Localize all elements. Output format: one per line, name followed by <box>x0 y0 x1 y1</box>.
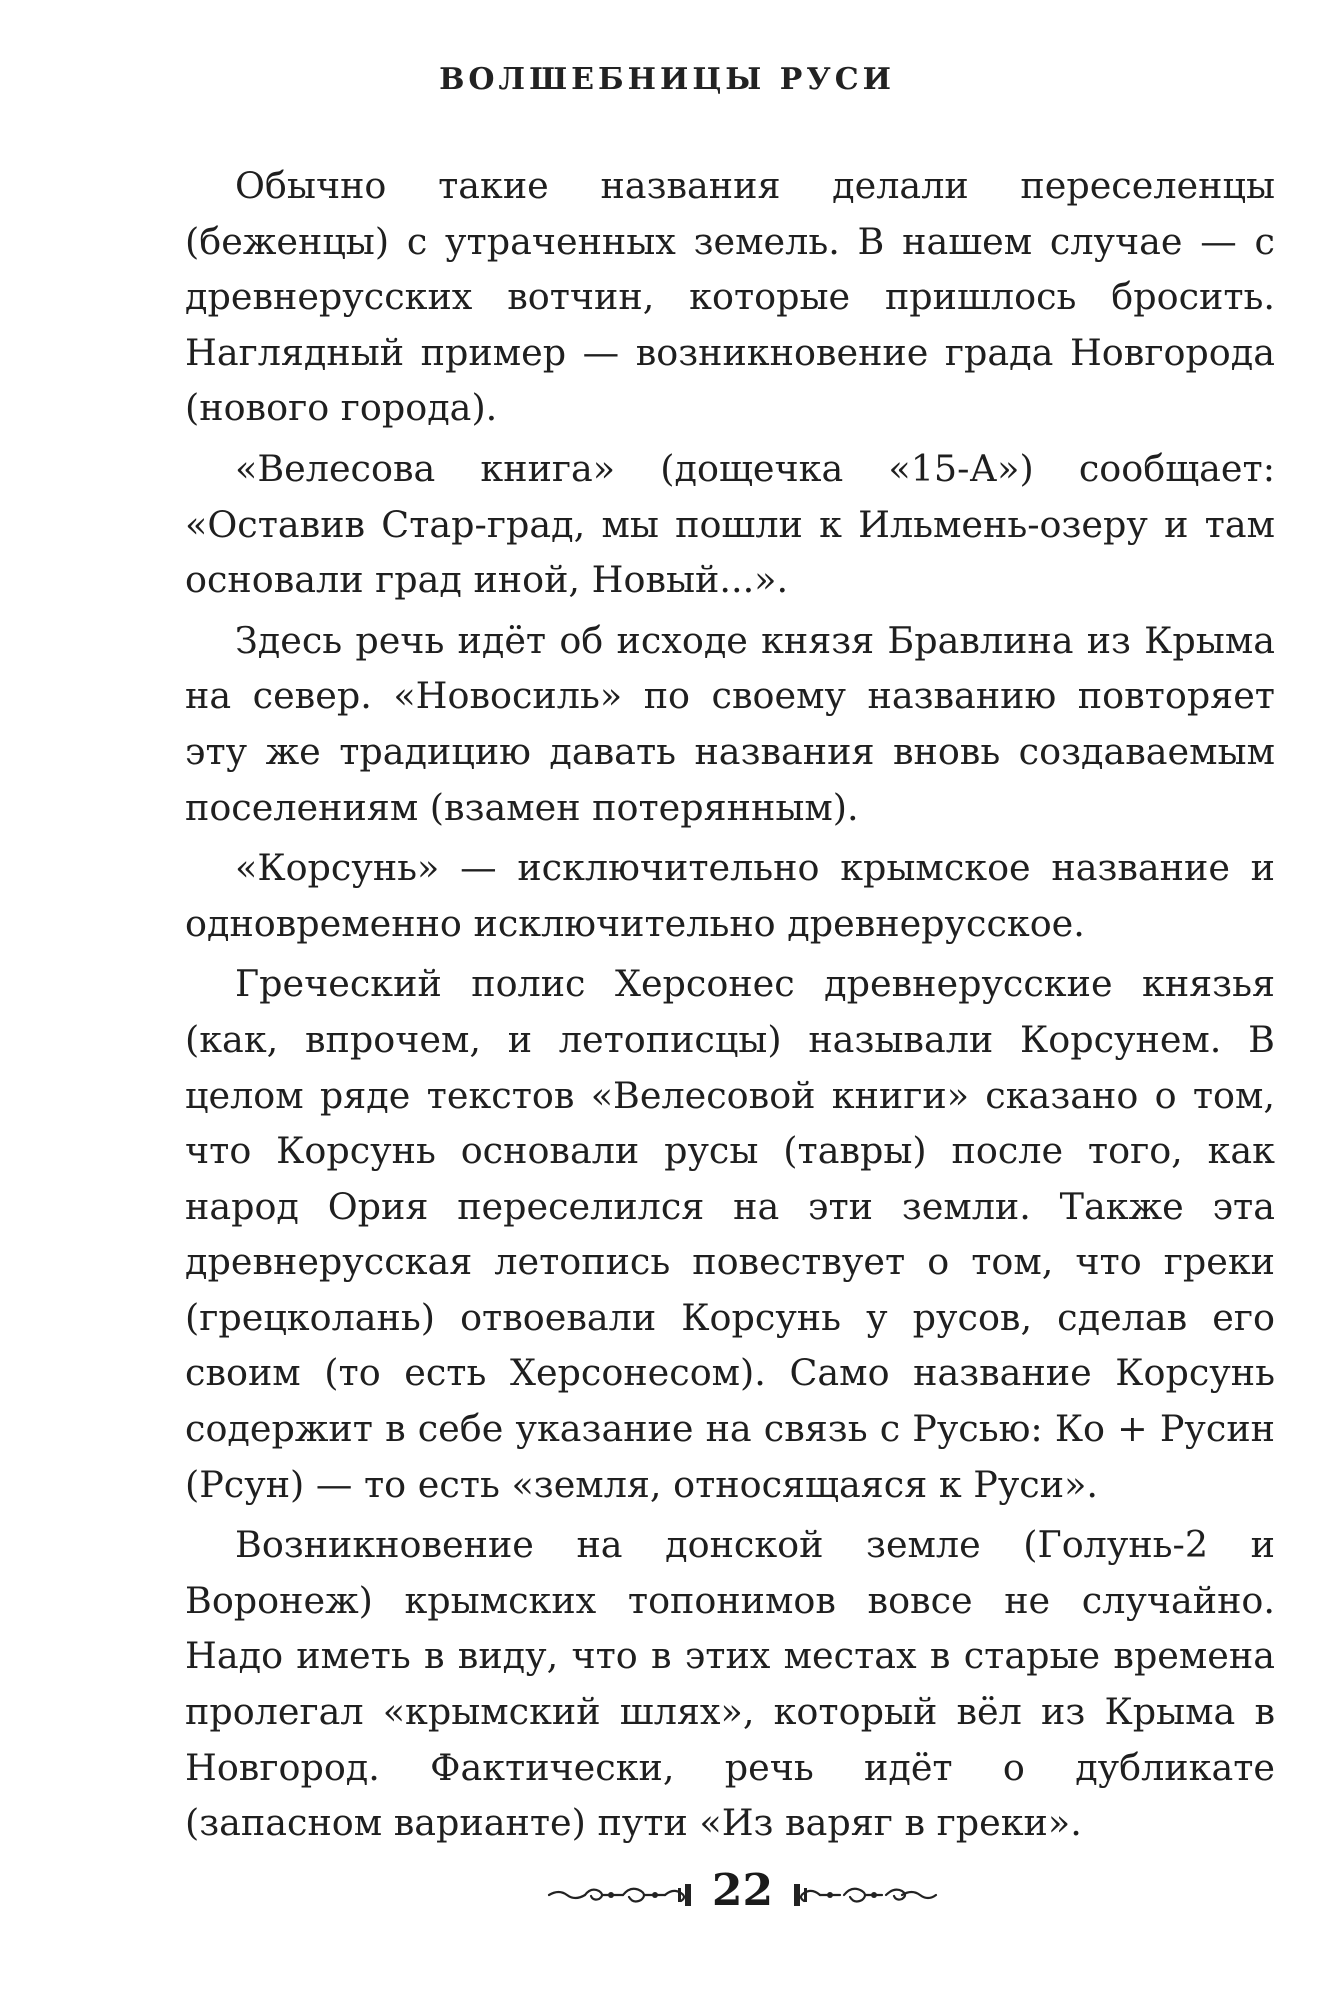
running-head: ВОЛШЕБНИЦЫ РУСИ <box>439 62 895 97</box>
paragraph-1: Обычно такие названия делали переселенцы (беженцы) с утраченных земель. В нашем случае — с древнерусских вотчин, которые пришлось бросить. Наглядный пример — возникновение града Новгорода (нового города). <box>185 164 1275 430</box>
page-footer <box>0 1865 1334 1925</box>
body-text <box>185 158 1275 1851</box>
page-number: 22 <box>711 1865 774 1916</box>
paragraph-3: Здесь речь идёт об исходе князя Бравлина из Крыма на север. «Новосиль» по своему названию повторяет эту же традицию давать названия вновь создаваемым поселениям (взамен потерянным). <box>185 618 1275 829</box>
paragraph-6: Возникновение на донской земле (Голунь-2 и Воронеж) крымских топонимов вовсе не случайно. Надо иметь в виду, что в этих местах в старые времена пролегал «крымский шлях», который вёл из Крыма в Новгород. Фактически, речь идёт о дубликате (запасном варианте) пути «Из варяг в греки». <box>185 1523 1275 1845</box>
paragraph-2: «Велесова книга» (дощечка «15-А») сообщает: «Оставив Стар-град, мы пошли к Ильмень-озеру и там основали град иной, Новый...». <box>185 446 1275 602</box>
paragraph-4: «Корсунь» — исключительно крымское название и одновременно исключительно древнерусское. <box>185 846 1275 945</box>
ornament-right-icon <box>790 1879 940 1909</box>
paragraph-5: Греческий полис Херсонес древнерусские князья (как, впрочем, и летописцы) называли Корсунем. В целом ряде текстов «Велесовой книги» сказано о том, что Корсунь основали русы (тавры) после того, как народ Ория переселился на эти земли. Также эта древнерусская летопись повествует о том, что греки (грецколань) отвоевали Корсунь у русов, сделав его своим (то есть Херсонесом). Само название Корсунь содержит в себе указание на связь с Русью: Ко + Русин (Рсун) — то есть «земля, относящаяся к Руси». <box>185 962 1275 1506</box>
ornament-left-icon <box>545 1879 695 1909</box>
